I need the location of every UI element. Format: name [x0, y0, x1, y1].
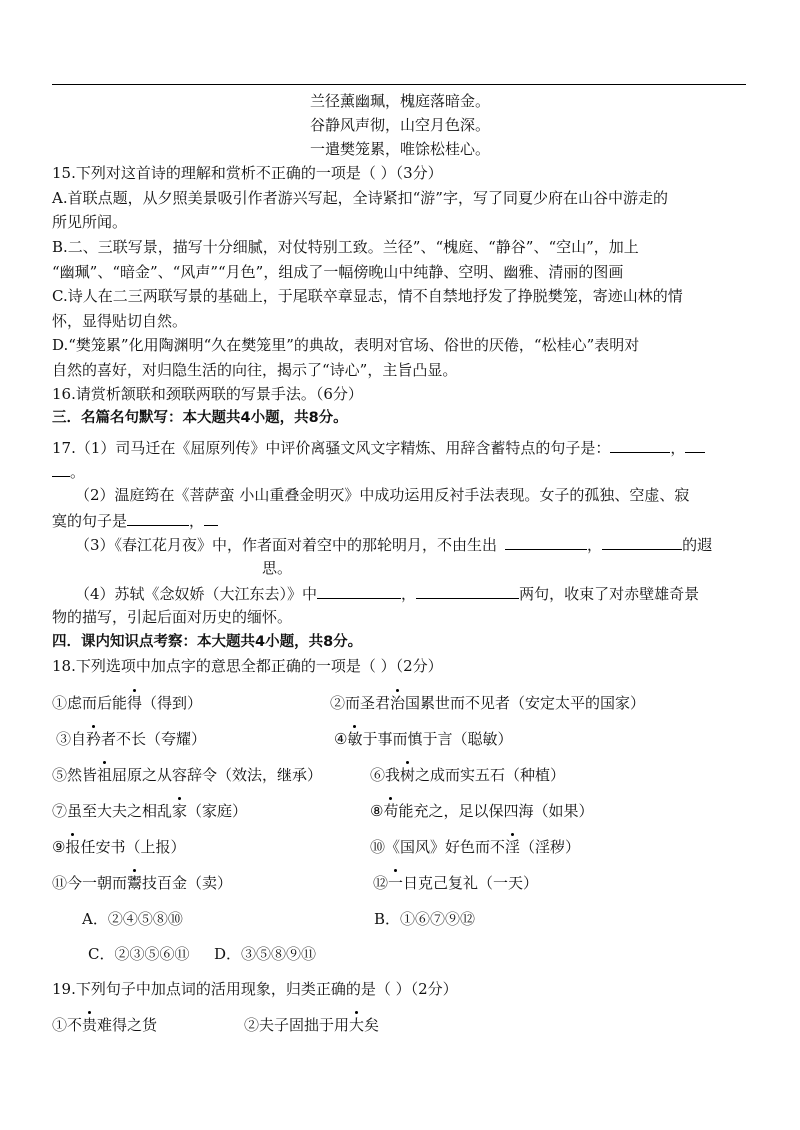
emphasis-dot-char: 报	[65, 838, 81, 856]
q17-part2-blank-1[interactable]	[127, 510, 189, 526]
q17-part2-blank-2[interactable]	[204, 510, 218, 526]
q17-part3-line1	[75, 534, 712, 555]
q17-part4-blank-1[interactable]	[317, 583, 401, 599]
q17-part1-comma: ，	[670, 439, 686, 457]
emphasis-dot-char: 矜	[86, 730, 102, 748]
emphasis-dot-char: 贵	[82, 1016, 98, 1034]
q17-part2-line1: （2）温庭筠在《菩萨蛮 小山重叠金明灭》中成功运用反衬手法表现。女子的孤独、空虚、寂	[75, 486, 690, 504]
q15-option-d-line2: 自然的喜好，对归隐生活的向往，揭示了“诗心”，主旨凸显。	[52, 361, 458, 379]
q17-part2-text: 寞的句子是	[52, 512, 128, 530]
q17-part3-tail: 的遐	[682, 536, 713, 554]
q17-part3-text: （3）《春江花月夜》中，作者面对着空中的那轮明月，不由生出	[75, 536, 498, 554]
q15-option-b-line1: B.二、三联写景，描写十分细腻，对仗特别工致。兰径”、“槐庭、“静谷”、“空山”，加上	[52, 238, 639, 256]
emphasis-dot-char: 一	[388, 874, 404, 892]
q17-part2-comma: ，	[189, 512, 205, 530]
emphasis-dot-char: 树	[400, 766, 416, 784]
q17-part4-comma: ，	[401, 585, 417, 603]
q17-part4-text: （4）苏轼《念奴娇（大江东去）》中	[75, 585, 318, 603]
q18-item-8: ⑧苟能充之，足以保四海（如果）	[370, 802, 594, 820]
q18-item-5: ⑤然皆祖屈原之从容辞令（效法，继承）	[52, 766, 323, 784]
q15-stem: 15.下列对这首诗的理解和赏析不正确的一项是（ ）（3分）	[52, 164, 443, 182]
q15-option-a-line2: 所见所闻。	[52, 213, 128, 231]
q17-part2-line2	[52, 510, 218, 531]
q17-part3-blank-1[interactable]	[505, 534, 587, 550]
q18-item-4: ④敏于事而慎于言（聪敏）	[334, 730, 513, 748]
q17-part1-blank-3[interactable]	[52, 461, 70, 477]
q18-option-a[interactable]: A．②④⑤⑧⑩	[82, 910, 183, 928]
q17-part1-blank-2[interactable]	[685, 437, 705, 453]
q15-option-b-line2: “幽珮”、“暗金”、“风声”“月色”，组成了一幅傍晚山中纯静、空明、幽雅、清丽的图画	[52, 263, 624, 281]
q18-item-11: ⑪今一朝而鬻技百金（卖）	[52, 874, 233, 892]
section-3-title: 三．名篇名句默写：本大题共4小题，共8分。	[52, 410, 348, 426]
q17-part3-blank-2[interactable]	[602, 534, 682, 550]
q19-item-1: ①不贵难得之货	[52, 1016, 158, 1034]
poem-line-2: 谷静风声彻，山空月色深。	[309, 116, 490, 134]
emphasis-dot-char: 淫	[505, 838, 521, 856]
q15-option-a-line1: A.首联点题，从夕照美景吸引作者游兴写起，全诗紧扣“游”字，写了同夏少府在山谷中游走的	[52, 189, 668, 207]
q19-item-2: ②夫子固拙于用大矣	[244, 1016, 380, 1034]
q17-part3-comma: ，	[587, 536, 603, 554]
q17-part1	[52, 437, 705, 458]
q17-part1-period: 。	[70, 463, 86, 481]
q15-option-c-line2: 怀，显得贴切自然。	[52, 312, 188, 330]
q15-option-d-line1: D.“樊笼累”化用陶渊明“久在樊笼里”的典故，表明对官场、俗世的厌倦，“松桂心”表明对	[52, 336, 640, 354]
poem-line-1: 兰径薰幽珮，槐庭落暗金。	[309, 92, 490, 110]
emphasis-dot-char: 治	[390, 694, 406, 712]
emphasis-dot-char: 苟	[383, 802, 399, 820]
q18-item-12: ⑫一日克己复礼（一天）	[373, 874, 539, 892]
q18-item-3: ③自矜者不长（夸耀）	[56, 730, 207, 748]
emphasis-dot-char: 敏	[347, 730, 363, 748]
q19-stem: 19.下列句子中加点词的活用现象，归类正确的是（ ）（2分）	[52, 980, 458, 998]
emphasis-dot-char: 鬻	[127, 874, 143, 892]
emphasis-dot-char: 祖	[97, 766, 113, 784]
q17-part4-line2: 物的描写，引起后面对历史的缅怀。	[52, 608, 293, 626]
q18-option-d[interactable]: D．③⑤⑧⑨⑪	[214, 945, 317, 963]
header-rule	[52, 84, 746, 85]
section-4-title: 四．课内知识点考察：本大题共4小题，共8分。	[52, 634, 363, 650]
poem-line-3: 一遣樊笼累，唯馀松桂心。	[309, 140, 490, 158]
q17-part4-line1	[75, 583, 699, 604]
q18-item-7: ⑦虽至大夫之相乱家（家庭）	[52, 802, 248, 820]
emphasis-dot-char: 家	[172, 802, 188, 820]
emphasis-dot-char: 大	[349, 1016, 365, 1034]
q18-option-c[interactable]: C．②③⑤⑥⑪	[88, 945, 190, 963]
q18-option-b[interactable]: B．①⑥⑦⑨⑫	[374, 910, 476, 928]
q17-part4-blank-2[interactable]	[416, 583, 519, 599]
q17-part1-end	[52, 461, 85, 482]
q18-item-9: ⑨报任安书（上报）	[52, 838, 186, 856]
q15-option-c-line1: C.诗人在二三两联写景的基础上，于尾联卒章显志，情不自禁地抒发了挣脱樊笼，寄迹山林的情	[52, 287, 683, 305]
q17-part3-line2: 思。	[262, 559, 293, 577]
emphasis-dot-char: 得	[127, 694, 143, 712]
q18-stem: 18.下列选项中加点字的意思全都正确的一项是（ ）（2分）	[52, 657, 443, 675]
q17-part1-blank-1[interactable]	[610, 437, 670, 453]
q16-stem: 16.请赏析颔联和颈联两联的写景手法。（6分）	[52, 385, 363, 403]
q17-part4-tail: 两句，收束了对赤壁雄奇景	[519, 585, 700, 603]
q18-item-2: ②而圣君治国累世而不见者（安定太平的国家）	[330, 694, 646, 712]
q17-part1-text: 17.（1）司马迁在《屈原列传》中评价离骚文风文字精炼、用辞含蓄特点的句子是：	[52, 439, 611, 457]
q18-item-6: ⑥我树之成而实五石（种植）	[370, 766, 566, 784]
q18-item-10: ⑩《国风》好色而不淫（淫秽）	[370, 838, 581, 856]
q18-item-1: ①虑而后能得（得到）	[52, 694, 203, 712]
